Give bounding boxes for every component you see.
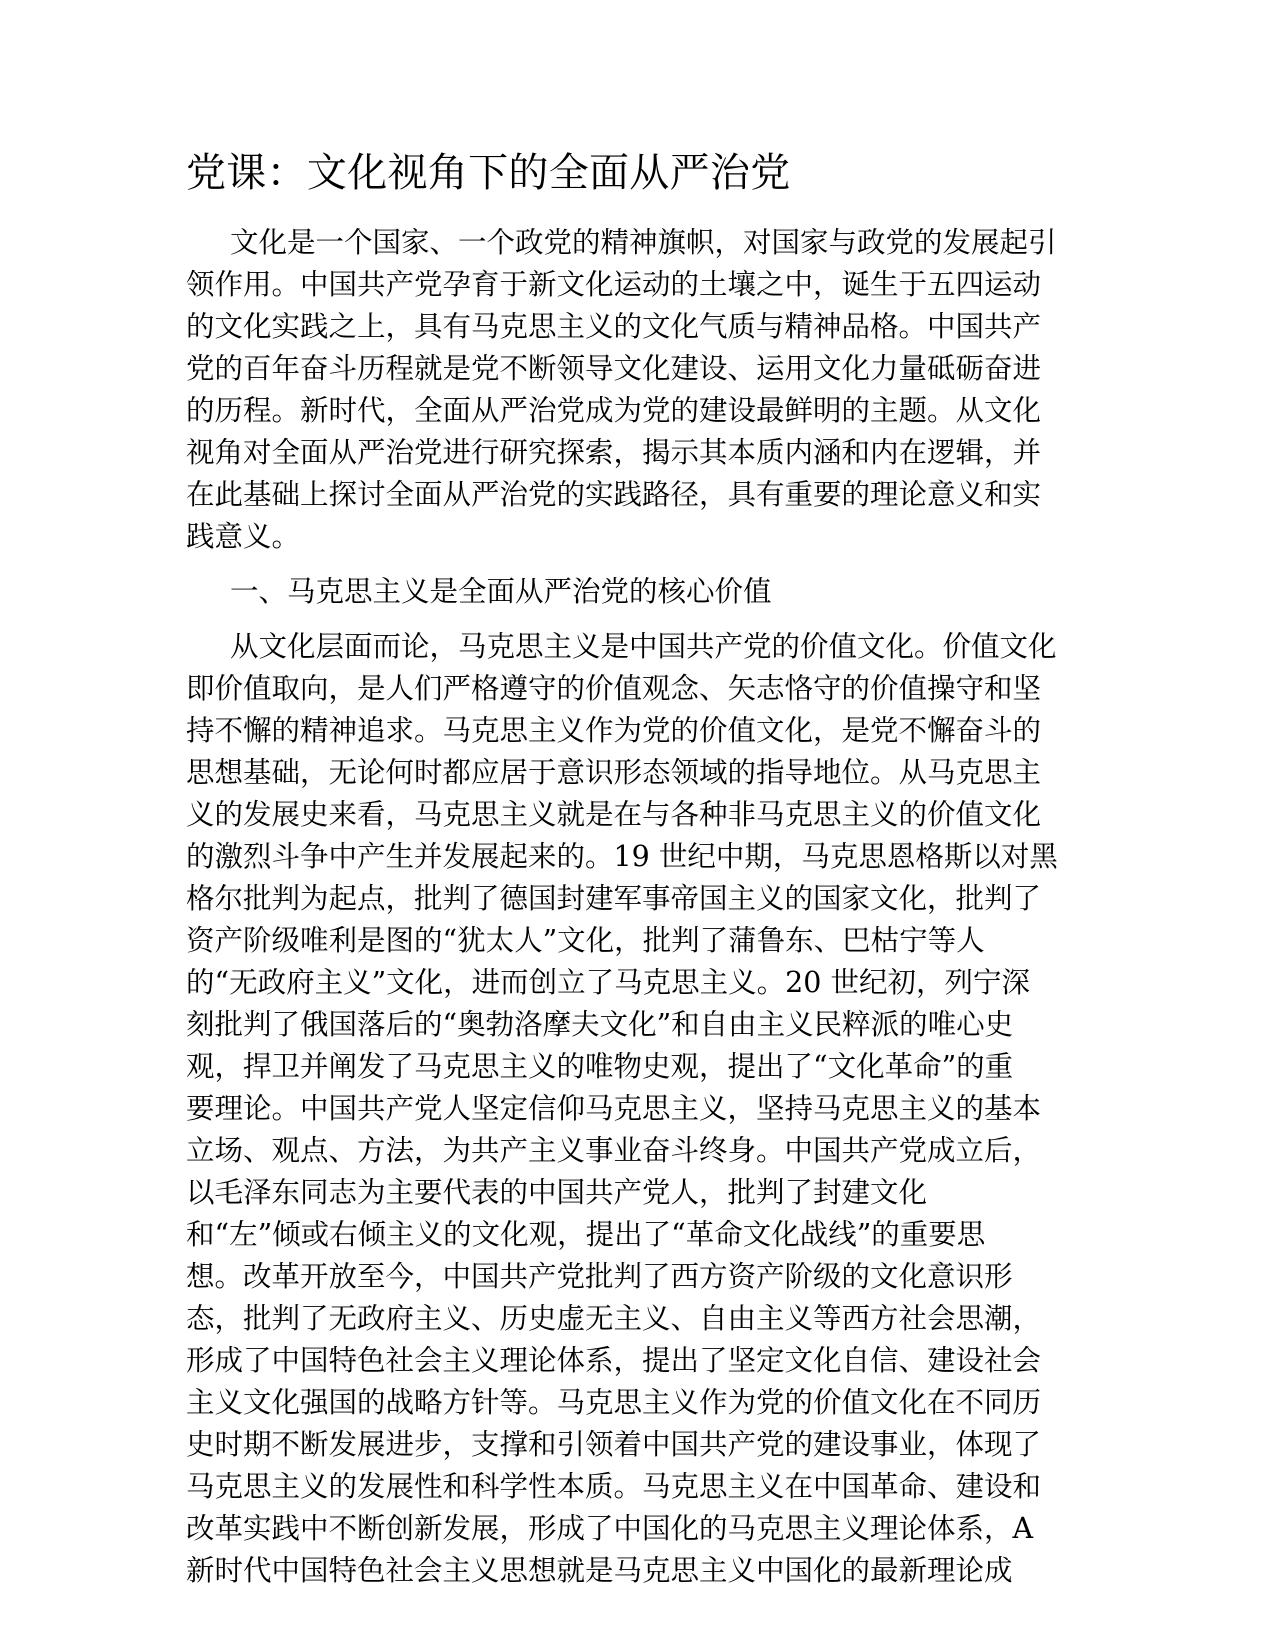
text-line: 观，捍卫并阐发了马克思主义的唯物史观，提出了“文化革命”的重 xyxy=(186,1050,1014,1083)
text-line: 在此基础上探讨全面从严治党的实践路径，具有重要的理论意义和实 xyxy=(186,478,1042,511)
text-line: 形成了中国特色社会主义理论体系，提出了坚定文化自信、建设社会 xyxy=(186,1344,1042,1377)
text-line: 从文化层面而论，马克思主义是中国共产党的价值文化。价值文化 xyxy=(230,630,1057,663)
text-line: 要理论。中国共产党人坚定信仰马克思主义，坚持马克思主义的基本 xyxy=(186,1092,1042,1125)
text-line: 思想基础，无论何时都应居于意识形态领域的指导地位。从马克思主 xyxy=(186,756,1042,789)
intro-paragraph xyxy=(186,222,1066,558)
text-line: 改革实践中不断创新发展，形成了中国化的马克思主义理论体系，A xyxy=(186,1512,1034,1545)
text-line: 以毛泽东同志为主要代表的中国共产党人，批判了封建文化 xyxy=(186,1176,928,1209)
text-line: 持不懈的精神追求。马克思主义作为党的价值文化，是党不懈奋斗的 xyxy=(186,714,1042,747)
text-line: 和“左”倾或右倾主义的文化观，提出了“革命文化战线”的重要思 xyxy=(186,1218,986,1251)
text-line: 想。改革开放至今，中国共产党批判了西方资产阶级的文化意识形 xyxy=(186,1260,1013,1293)
text-line: 格尔批判为起点，批判了德国封建军事帝国主义的国家文化，批判了 xyxy=(186,882,1042,915)
text-line: 刻批判了俄国落后的“奥勃洛摩夫文化”和自由主义民粹派的唯心史 xyxy=(186,1008,1014,1041)
text-line: 义的发展史来看，马克思主义就是在与各种非马克思主义的价值文化 xyxy=(186,798,1042,831)
text-line: 的历程。新时代，全面从严治党成为党的建设最鲜明的主题。从文化 xyxy=(186,394,1042,427)
text-line: 的“无政府主义”文化，进而创立了马克思主义。20 世纪初，列宁深 xyxy=(186,966,1030,999)
text-line: 立场、观点、方法，为共产主义事业奋斗终身。中国共产党成立后， xyxy=(186,1134,1042,1167)
section-paragraph xyxy=(186,626,1066,1592)
text-line: 新时代中国特色社会主义思想就是马克思主义中国化的最新理论成 xyxy=(186,1554,1013,1587)
text-line: 践意义。 xyxy=(186,520,301,553)
text-line: 即价值取向，是人们严格遵守的价值观念、矢志恪守的价值操守和坚 xyxy=(186,672,1042,705)
text-line: 史时期不断发展进步，支撑和引领着中国共产党的建设事业，体现了 xyxy=(186,1428,1042,1461)
text-line: 态，批判了无政府主义、历史虚无主义、自由主义等西方社会思潮， xyxy=(186,1302,1042,1335)
section-heading: 一、马克思主义是全面从严治党的核心价值 xyxy=(230,575,772,608)
document-title: 党课：文化视角下的全面从严治党 xyxy=(186,150,791,196)
text-line: 资产阶级唯利是图的“犹太人”文化，批判了蒲鲁东、巴枯宁等人 xyxy=(186,924,985,957)
text-line: 党的百年奋斗历程就是党不断领导文化建设、运用文化力量砥砺奋进 xyxy=(186,352,1042,385)
text-line: 视角对全面从严治党进行研究探索，揭示其本质内涵和内在逻辑，并 xyxy=(186,436,1042,469)
document-body xyxy=(186,222,1066,1605)
text-line: 的文化实践之上，具有马克思主义的文化气质与精神品格。中国共产 xyxy=(186,310,1042,343)
text-line: 文化是一个国家、一个政党的精神旗帜，对国家与政党的发展起引 xyxy=(230,226,1057,259)
text-line: 的激烈斗争中产生并发展起来的。19 世纪中期，马克思恩格斯以对黑 xyxy=(186,840,1058,873)
text-line: 领作用。中国共产党孕育于新文化运动的土壤之中，诞生于五四运动 xyxy=(186,268,1042,301)
text-line: 马克思主义的发展性和科学性本质。马克思主义在中国革命、建设和 xyxy=(186,1470,1042,1503)
text-line: 主义文化强国的战略方针等。马克思主义作为党的价值文化在不同历 xyxy=(186,1386,1042,1419)
